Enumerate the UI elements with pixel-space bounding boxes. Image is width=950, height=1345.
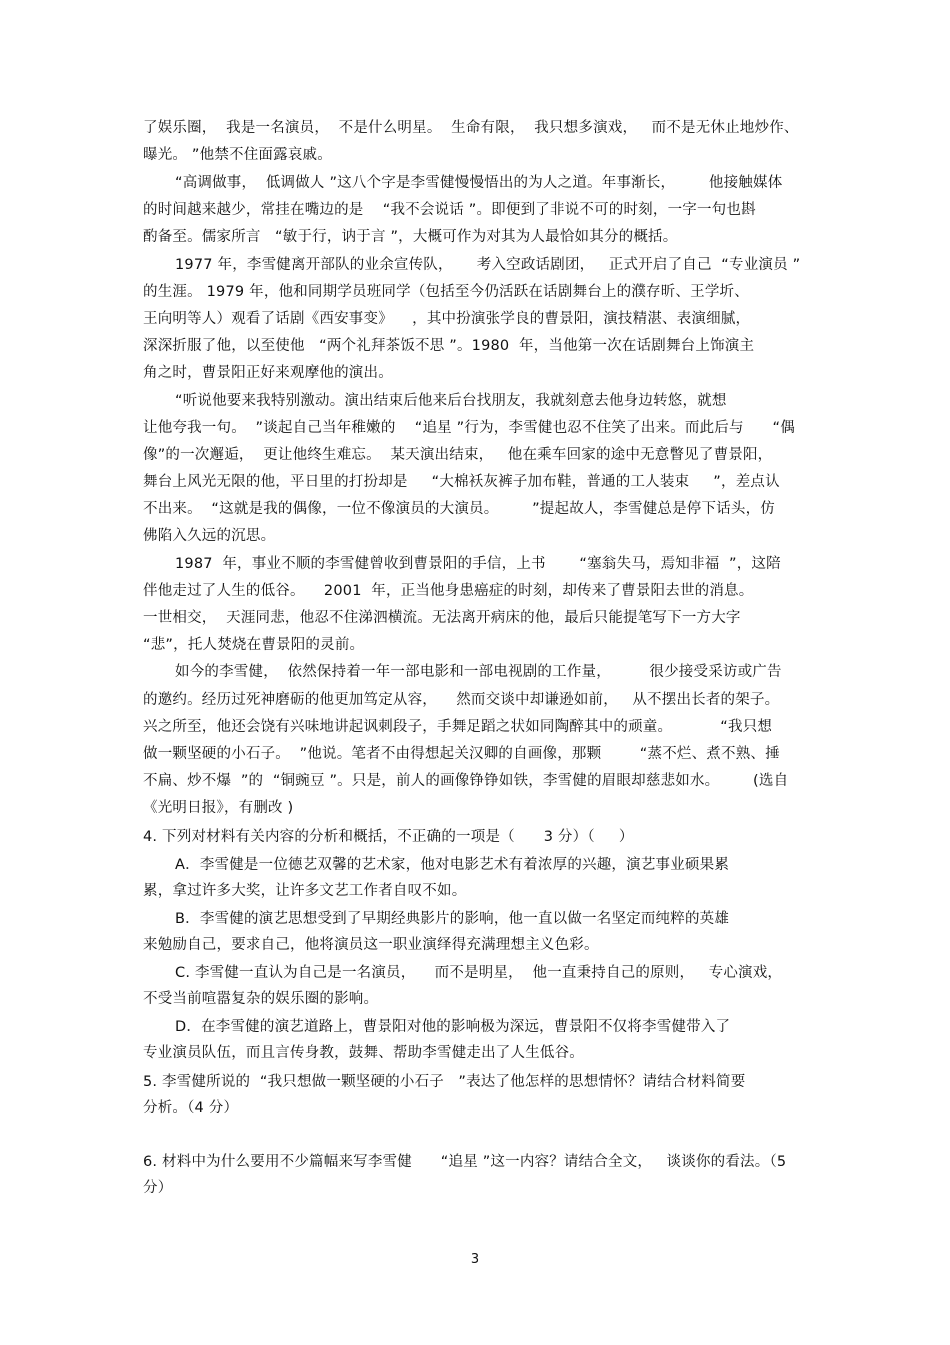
text-line: 《光明日报》，有删改 ) [143,800,294,816]
text-line: 王向明等人）观看了话剧《西安事变》 ，其中扮演张学良的曹景阳，演技精湛、表演细腻， [143,311,751,327]
text-line: 一世相交， 天涯同悲，他忍不住涕泗横流。无法离开病床的他，最后只能提笔写下一方大字 [143,610,741,626]
text-line: 1987 年，事业不顺的李雪健曾收到曹景阳的手信，上书 “塞翁失马，焉知非福 ”，这陪 [175,556,781,572]
option-a: A．李雪健是一位德艺双馨的艺术家，他对电影艺术有着浓厚的兴趣，演艺事业硕果累 [175,857,730,873]
question-6-cont: 分） [143,1180,173,1196]
text-line: 让他夸我一句。 ”谈起自己当年稚嫩的 “追星 ”行为，李雪健也忍不住笑了出来。而此后与 “偶 [143,420,795,436]
text-line: “高调做事， 低调做人 ”这八个字是李雪健慢慢悟出的为人之道。年事渐长， 他接触媒体 [175,175,783,191]
text-line: “悲”，托人焚烧在曹景阳的灵前。 [143,637,365,653]
question-6: 6. 材料中为什么要用不少篇幅来写李雪健 “追星 ”这一内容？请结合全文， 谈谈你的看法。（5 [143,1154,787,1170]
text-line: “听说他要来我特别激动。演出结束后他来后台找朋友，我就刻意去他身边转悠，就想 [175,393,727,409]
option-c: C. 李雪健一直认为自己是一名演员， 而不是明星， 他一直秉持自己的原则， 专心演戏， [175,965,783,981]
option-b-cont: 来勉励自己，要求自己，他将演员这一职业演绎得充满理想主义色彩。 [143,937,599,953]
text-line: 深深折服了他，以至使他 “两个礼拜茶饭不思 ”。1980 年，当他第一次在话剧舞台上饰演主 [143,338,755,354]
option-d: D．在李雪健的演艺道路上，曹景阳对他的影响极为深远，曹景阳不仅将李雪健带入了 [175,1019,731,1035]
text-line: 角之时，曹景阳正好来观摩他的演出。 [143,365,393,381]
text-line: 了娱乐圈， 我是一名演员， 不是什么明星。 生命有限， 我只想多演戏， 而不是无休止地炒作、 [143,120,799,136]
text-line: 不扁、炒不爆 ”的 “铜豌豆 ”。只是，前人的画像铮铮如铁，李雪健的眉眼却慈悲如水。 (选自 [143,773,789,789]
text-line: 伴他走过了人生的低谷。 2001 年，正当他身患癌症的时刻，却传来了曹景阳去世的消息。 [143,583,754,599]
text-line: 像”的一次邂逅， 更让他终生难忘。 某天演出结束， 他在乘车回家的途中无意瞥见了曹景阳， [143,447,773,463]
question-4-stem: 4. 下列对材料有关内容的分析和概括，不正确的一项是（ 3 分）（ ） [143,829,634,845]
text-line: 1977 年，李雪健离开部队的业余宣传队， 考入空政话剧团， 正式开启了自己 “专业演员 ” [175,257,801,273]
question-5: 5. 李雪健所说的 “我只想做一颗坚硬的小石子 ”表达了他怎样的思想情怀？请结合材料简要 [143,1074,746,1090]
text-line: 做一颗坚硬的小石子。 ”他说。笔者不由得想起关汉卿的自画像，那颗 “蒸不烂、煮不熟、捶 [143,746,780,762]
page-number: 3 [470,1252,480,1267]
text-line: 不出来。 “这就是我的偶像，一位不像演员的大演员。 ”提起故人，李雪健总是停下话头，仿 [143,501,776,517]
text-line: 酌备至。儒家所言 “敏于行，讷于言 ”，大概可作为对其为人最恰如其分的概括。 [143,229,678,245]
option-b: B．李雪健的演艺思想受到了早期经典影片的影响，他一直以做一名坚定而纯粹的英雄 [175,911,730,927]
option-a-cont: 累，拿过许多大奖，让许多文艺工作者自叹不如。 [143,883,467,899]
option-c-cont: 不受当前喧嚣复杂的娱乐圈的影响。 [143,991,379,1007]
text-line: 如今的李雪健， 依然保持着一年一部电影和一部电视剧的工作量， 很少接受采访或广告 [175,664,782,680]
text-line: 兴之所至，他还会饶有兴味地讲起讽刺段子，手舞足蹈之状如同陶醉其中的顽童。 “我只想 [143,719,773,735]
text-line: 的邀约。经历过死神磨砺的他更加笃定从容， 然而交谈中却谦逊如前， 从不摆出长者的架子。 [143,692,780,708]
question-5-cont: 分析。（4 分） [143,1100,239,1116]
text-line: 的生涯。 1979 年，他和同期学员班同学（包括至今仍活跃在话剧舞台上的濮存昕、王学圻、 [143,284,749,300]
option-d-cont: 专业演员队伍，而且言传身教，鼓舞、帮助李雪健走出了人生低谷。 [143,1045,584,1061]
text-line: 佛陷入久远的沉思。 [143,528,276,544]
text-line: 曝光。 ”他禁不住面露哀戚。 [143,147,332,163]
text-line: 的时间越来越少，常挂在嘴边的是 “我不会说话 ”。即便到了非说不可的时刻，一字一句也斟 [143,202,756,218]
text-line: 舞台上风光无限的他，平日里的打扮却是 “大棉袄灰裤子加布鞋，普通的工人装束 ”，差点认 [143,474,780,490]
